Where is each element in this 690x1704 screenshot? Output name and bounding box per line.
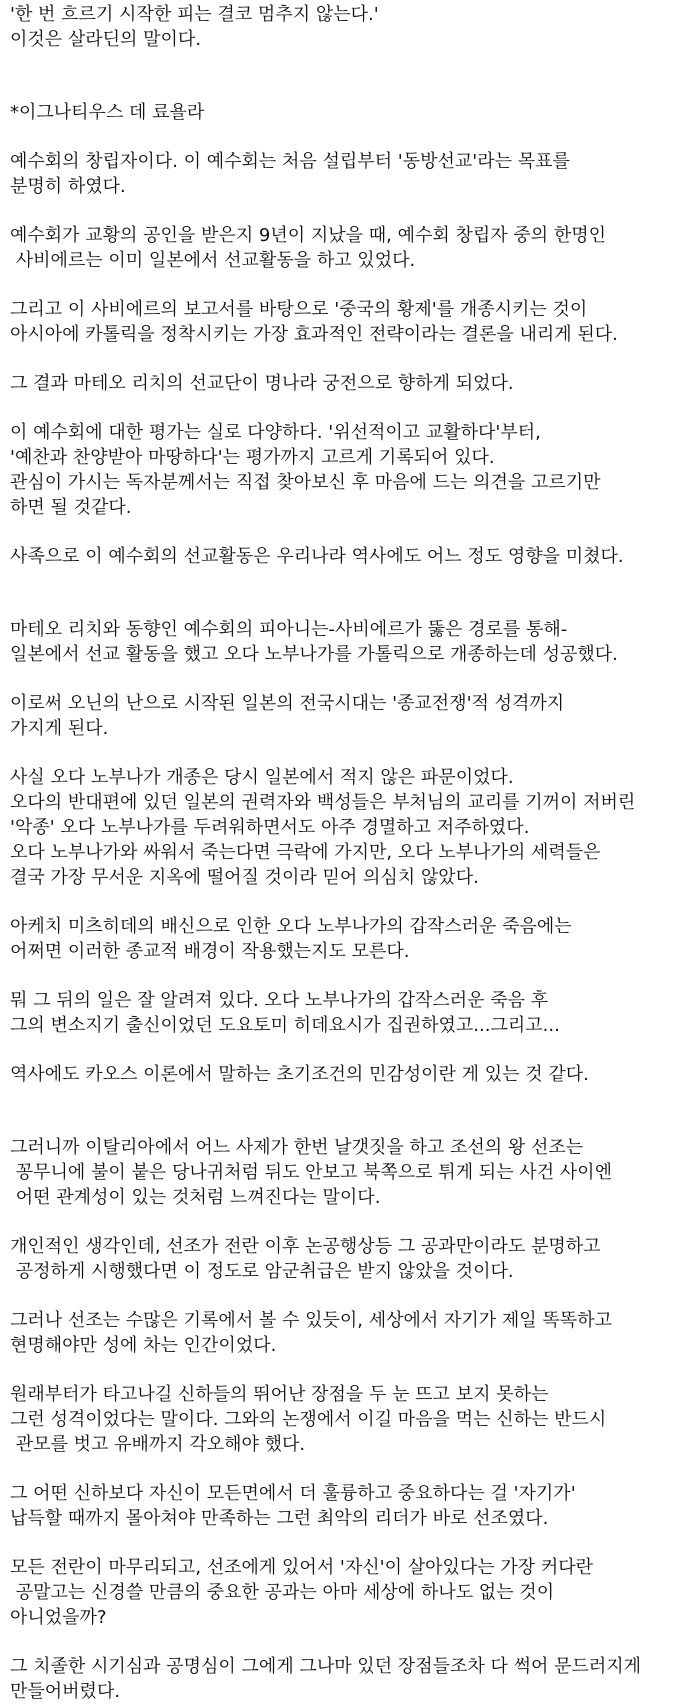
paragraph — [10, 988, 686, 1038]
paragraph — [10, 617, 686, 667]
document-body — [10, 2, 686, 1704]
paragraph — [10, 371, 686, 396]
text-line: 역사에도 카오스 이론에서 말하는 초기조건의 민감성이란 게 있는 것 같다. — [10, 1064, 589, 1085]
paragraph — [10, 223, 686, 273]
paragraph — [10, 1654, 686, 1704]
text-line: 사실 오다 노부나가 개종은 당시 일본에서 적지 않은 파문이었다. — [10, 767, 514, 788]
text-line: 뭐 그 뒤의 일은 잘 알려져 있다. 오다 노부나가의 갑작스러운 죽음 후 — [10, 990, 549, 1011]
text-line: *이그나티우스 데 료욜라 — [10, 102, 205, 123]
text-line: '예찬과 찬양받아 마땅하다'는 평가까지 고르게 기록되어 있다. — [10, 447, 495, 468]
text-line: 개인적인 생각인데, 선조가 전란 이후 논공행상등 그 공과만이라도 분명하고 — [10, 1236, 601, 1257]
text-line: 그러나 선조는 수많은 기록에서 볼 수 있듯이, 세상에서 자기가 제일 똑똑하고 — [10, 1310, 612, 1331]
text-line: 그러니까 이탈리아에서 어느 사제가 한번 날갯짓을 하고 조선의 왕 선조는 — [10, 1137, 584, 1158]
text-line: 그런 성격이었다는 말이다. 그와의 논쟁에서 이길 마음을 먹는 신하는 반드시 — [10, 1409, 607, 1430]
paragraph — [10, 1062, 686, 1087]
text-line: 하면 될 것같다. — [10, 497, 132, 518]
text-line: 현명해야만 성에 차는 인간이었다. — [10, 1335, 277, 1356]
paragraph — [10, 1308, 686, 1358]
text-line: 모든 전란이 마무리되고, 선조에게 있어서 '자신'이 살아있다는 가장 커다란 — [10, 1557, 594, 1578]
paragraph — [10, 149, 686, 199]
text-line: 아케치 미츠히데의 배신으로 인한 오다 노부나가의 갑작스러운 죽음에는 — [10, 916, 572, 937]
text-line: 그의 변소지기 출신이었던 도요토미 히데요시가 집권하였고...그리고... — [10, 1015, 560, 1036]
text-line: 오다의 반대편에 있던 일본의 권력자와 백성들은 부처님의 교리를 기꺼이 저버린 — [10, 792, 636, 813]
paragraph — [10, 420, 686, 520]
paragraph — [10, 914, 686, 964]
text-line: 가지게 된다. — [10, 718, 109, 739]
text-line: 이것은 살라딘의 말이다. — [10, 29, 202, 50]
text-line: 공말고는 신경쓸 만큼의 중요한 공과는 아마 세상에 하나도 없는 것이 — [10, 1582, 555, 1603]
paragraph — [10, 297, 686, 347]
text-line: 오다 노부나가와 싸워서 죽는다면 극락에 가지만, 오다 노부나가의 세력들은 — [10, 842, 601, 863]
text-line: 그 어떤 신하보다 자신이 모든면에서 더 훌륭하고 중요하다는 걸 '자기가' — [10, 1483, 576, 1504]
text-line: 이 예수회에 대한 평가는 실로 다양하다. '위선적이고 교활하다'부터, — [10, 422, 541, 443]
text-line: 공정하게 시행했다면 이 정도로 암군취급은 받지 않았을 것이다. — [10, 1261, 514, 1282]
text-line: '악종' 오다 노부나가를 두려워하면서도 아주 경멸하고 저주하였다. — [10, 817, 530, 838]
text-line: 어떤 관계성이 있는 것처럼 느껴진다는 말이다. — [10, 1187, 381, 1208]
text-line: 꽁무니에 불이 붙은 당나귀처럼 뒤도 안보고 북쪽으로 튀게 되는 사건 사이엔 — [10, 1162, 612, 1183]
text-line: 관심이 가시는 독자분께서는 직접 찾아보신 후 마음에 드는 의견을 고르기만 — [10, 472, 601, 493]
paragraph — [10, 765, 686, 890]
paragraph — [10, 691, 686, 741]
paragraph — [10, 1481, 686, 1531]
text-line: 납득할 때까지 몰아쳐야 만족하는 그런 최악의 리더가 바로 선조였다. — [10, 1508, 549, 1529]
text-line: 사비에르는 이미 일본에서 선교활동을 하고 있었다. — [10, 250, 416, 271]
paragraph — [10, 544, 686, 569]
text-line: 마테오 리치와 동향인 예수회의 피아니는-사비에르가 뚫은 경로를 통해- — [10, 619, 568, 640]
text-line: 아니었을까? — [10, 1607, 107, 1628]
text-line: 분명히 하였다. — [10, 176, 126, 197]
paragraph — [10, 100, 686, 125]
text-line: 그 치졸한 시기심과 공명심이 그에게 그나마 있던 장점들조차 다 썩어 문드러지게 — [10, 1656, 642, 1677]
text-line: 관모를 벗고 유배까지 각오해야 했다. — [10, 1434, 306, 1455]
text-line: 아시아에 카톨릭을 정착시키는 가장 효과적인 전략이라는 결론을 내리게 된다. — [10, 324, 618, 345]
text-line: 예수회가 교황의 공인을 받은지 9년이 지났을 때, 예수회 창립자 중의 한명인 — [10, 225, 607, 246]
paragraph — [10, 1135, 686, 1210]
text-line: 이로써 오닌의 난으로 시작된 일본의 전국시대는 '종교전쟁'적 성격까지 — [10, 693, 565, 714]
text-line: 예수회의 창립자이다. 이 예수회는 처음 설립부터 '동방선교'라는 목표를 — [10, 151, 570, 172]
text-line: 그 결과 마테오 리치의 선교단이 명나라 궁전으로 향하게 되었다. — [10, 373, 514, 394]
paragraph — [10, 1382, 686, 1457]
text-line: 만들어버렸다. — [10, 1681, 121, 1702]
text-line: 원래부터가 타고나길 신하들의 뛰어난 장점을 두 눈 뜨고 보지 못하는 — [10, 1384, 549, 1405]
text-line: '한 번 흐르기 시작한 피는 결코 멈추지 않는다.' — [10, 4, 379, 25]
text-line: 그리고 이 사비에르의 보고서를 바탕으로 '중국의 황제'를 개종시키는 것이 — [10, 299, 588, 320]
paragraph — [10, 1234, 686, 1284]
text-line: 결국 가장 무서운 지옥에 떨어질 것이라 믿어 의심치 않았다. — [10, 867, 479, 888]
text-line: 어쩌면 이러한 종교적 배경이 작용했는지도 모른다. — [10, 941, 410, 962]
text-line: 일본에서 선교 활동을 했고 오다 노부나가를 가톨릭으로 개종하는데 성공했다. — [10, 644, 618, 665]
paragraph — [10, 1555, 686, 1630]
text-line: 사족으로 이 예수회의 선교활동은 우리나라 역사에도 어느 정도 영향을 미쳤다. — [10, 546, 624, 567]
paragraph — [10, 2, 686, 52]
